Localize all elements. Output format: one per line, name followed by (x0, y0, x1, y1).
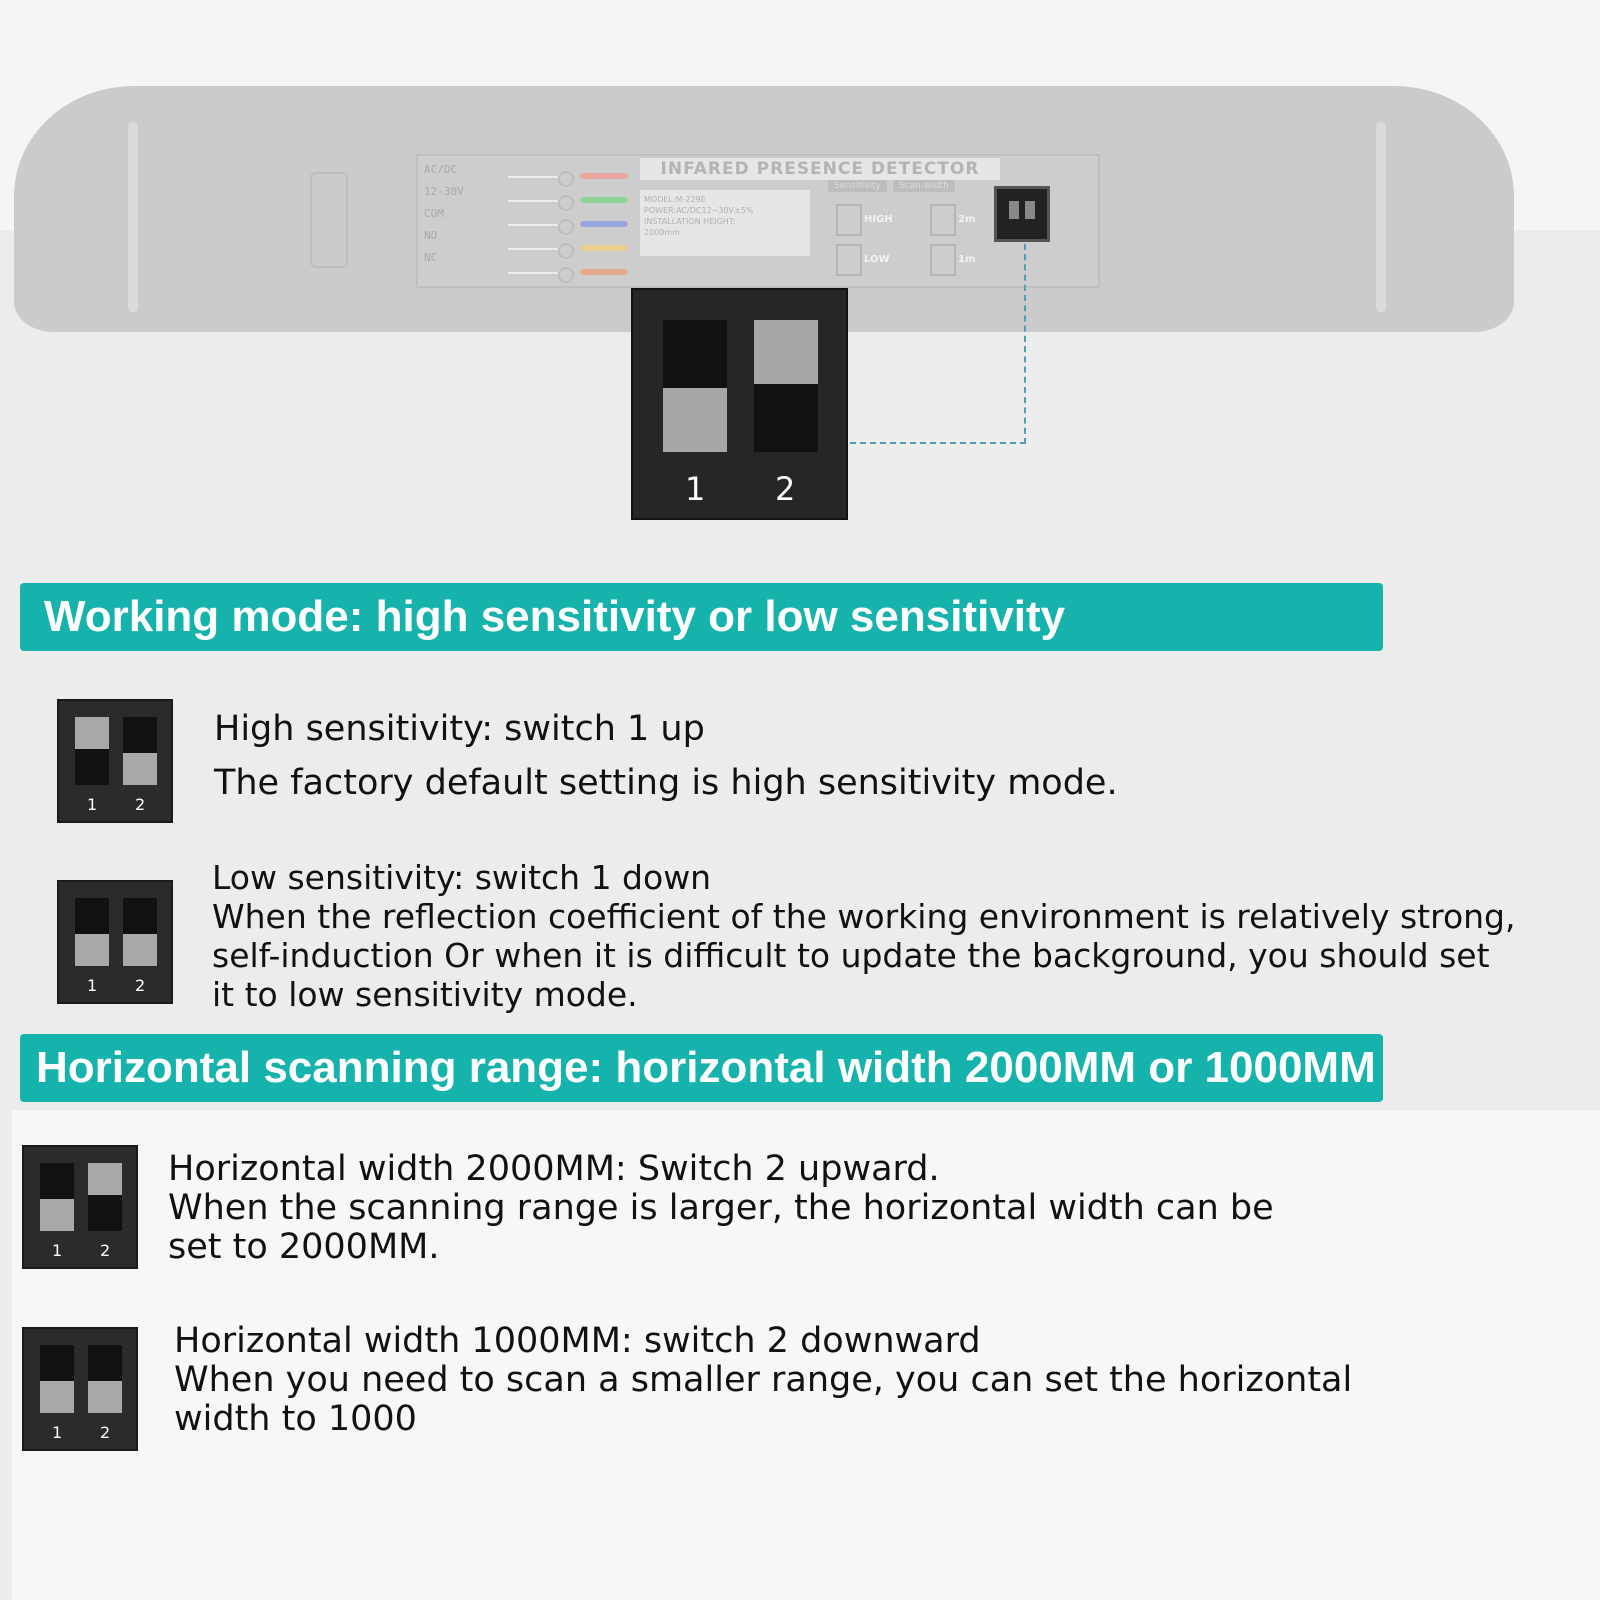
switch-slot-2 (88, 1163, 122, 1231)
dip-switch-high-sensitivity (57, 699, 173, 823)
text-line: When the reflection coefficient of the working environment is relatively strong, (212, 897, 1516, 936)
switch-knob (75, 717, 109, 749)
switch-knob (663, 388, 727, 452)
switch-slot-1 (75, 898, 109, 966)
switch-knob (40, 1381, 74, 1413)
switch-number: 2 (135, 795, 146, 814)
device-dip-switch (994, 186, 1050, 242)
wire-color-swatch (580, 245, 628, 251)
wire (508, 168, 638, 192)
dip-switch-enlarged (631, 288, 848, 520)
switch-slot-1 (40, 1345, 74, 1413)
text-line: width to 1000 (174, 1399, 417, 1439)
switch-number: 2 (775, 470, 796, 508)
text-line: it to low sensitivity mode. (212, 975, 638, 1014)
terminal-labels (424, 162, 504, 272)
working-mode-heading: Working mode: high sensitivity or low sensitivity (20, 583, 1383, 651)
text-line: High sensitivity: switch 1 up (214, 709, 705, 749)
switch-number: 2 (100, 1241, 111, 1260)
switch-slot-1 (663, 320, 727, 452)
switch-number: 1 (685, 470, 706, 508)
switch-number: 1 (52, 1241, 63, 1260)
wire-color-swatch (580, 269, 628, 275)
wire (508, 216, 638, 240)
switch-knob (123, 753, 157, 785)
text-line: When you need to scan a smaller range, you can set the horizontal (174, 1360, 1353, 1400)
device-info-line: 2000mm (644, 228, 680, 237)
mini-switch-low (836, 244, 862, 276)
wire (508, 264, 638, 288)
text-line: Horizontal width 2000MM: Switch 2 upward. (168, 1149, 940, 1189)
low-label: LOW (864, 254, 890, 265)
width-2m-label: 2m (958, 214, 976, 225)
wire (508, 192, 638, 216)
dip-switch-width-2000 (22, 1145, 138, 1269)
switch-slot-2 (123, 717, 157, 785)
low-sensitivity-text (212, 858, 1515, 1014)
terminal-label: COM (424, 207, 444, 220)
device-info (640, 190, 810, 256)
connector-line (850, 442, 1026, 444)
switch-slot-2 (123, 898, 157, 966)
switch-number: 2 (135, 976, 146, 995)
connector-line (1024, 244, 1026, 444)
device-title: INFARED PRESENCE DETECTOR (640, 158, 1000, 180)
terminal-label: AC/DC (424, 163, 458, 176)
wire-diagram (508, 168, 638, 288)
mini-switch-1m (930, 244, 956, 276)
terminal-label: NC (424, 251, 438, 264)
dip-switch-width-1000 (22, 1327, 138, 1451)
text-line: The factory default setting is high sensitivity mode. (214, 763, 1118, 803)
switch-number: 1 (87, 795, 98, 814)
mini-switch-2m (930, 204, 956, 236)
text-line: Horizontal width 1000MM: switch 2 downward (174, 1321, 981, 1361)
text-line: Low sensitivity: switch 1 down (212, 858, 712, 897)
switch-slot-1 (75, 717, 109, 785)
device-port (310, 172, 348, 268)
high-sensitivity-text (214, 702, 1118, 810)
device-info-line: MODEL:M-229E (644, 195, 706, 204)
wire-color-swatch (580, 221, 628, 227)
text-line: When the scanning range is larger, the horizontal width can be (168, 1188, 1274, 1228)
device-switch-knob (1025, 201, 1035, 219)
device-rail-left (128, 122, 138, 312)
switch-knob (88, 1381, 122, 1413)
switch-number: 1 (52, 1423, 63, 1442)
device-rail-right (1376, 122, 1386, 312)
device-info-line: INSTALLATION HEIGHT: (644, 217, 736, 226)
wire-color-swatch (580, 173, 628, 179)
switch-knob (75, 934, 109, 966)
switch-slot-1 (40, 1163, 74, 1231)
device-info-line: POWER:AC/DC12~30V±5% (644, 206, 754, 215)
width-1m-label: 1m (958, 254, 976, 265)
width-1000-text (174, 1322, 1352, 1439)
scan-width-heading: Scan-width (893, 180, 955, 192)
switch-knob (88, 1163, 122, 1195)
switch-knob (40, 1199, 74, 1231)
device-switch-headings (828, 180, 955, 192)
wire-color-swatch (580, 197, 628, 203)
switch-knob (754, 320, 818, 384)
device-switch-knob (1009, 201, 1019, 219)
switch-number: 2 (100, 1423, 111, 1442)
switch-number: 1 (87, 976, 98, 995)
dip-switch-low-sensitivity (57, 880, 173, 1004)
switch-knob (123, 934, 157, 966)
terminal-label: 12-30V (424, 185, 464, 198)
wire (508, 240, 638, 264)
sensitivity-heading: Sensitivity (828, 180, 887, 192)
switch-slot-2 (88, 1345, 122, 1413)
switch-slot-2 (754, 320, 818, 452)
width-2000-text (168, 1150, 1274, 1267)
text-line: self-induction Or when it is difficult to update the background, you should set (212, 936, 1490, 975)
high-label: HIGH (864, 214, 893, 225)
terminal-label: NO (424, 229, 438, 242)
text-line: set to 2000MM. (168, 1227, 440, 1267)
mini-switch-high (836, 204, 862, 236)
scan-range-heading: Horizontal scanning range: horizontal width 2000MM or 1000MM (20, 1034, 1383, 1102)
